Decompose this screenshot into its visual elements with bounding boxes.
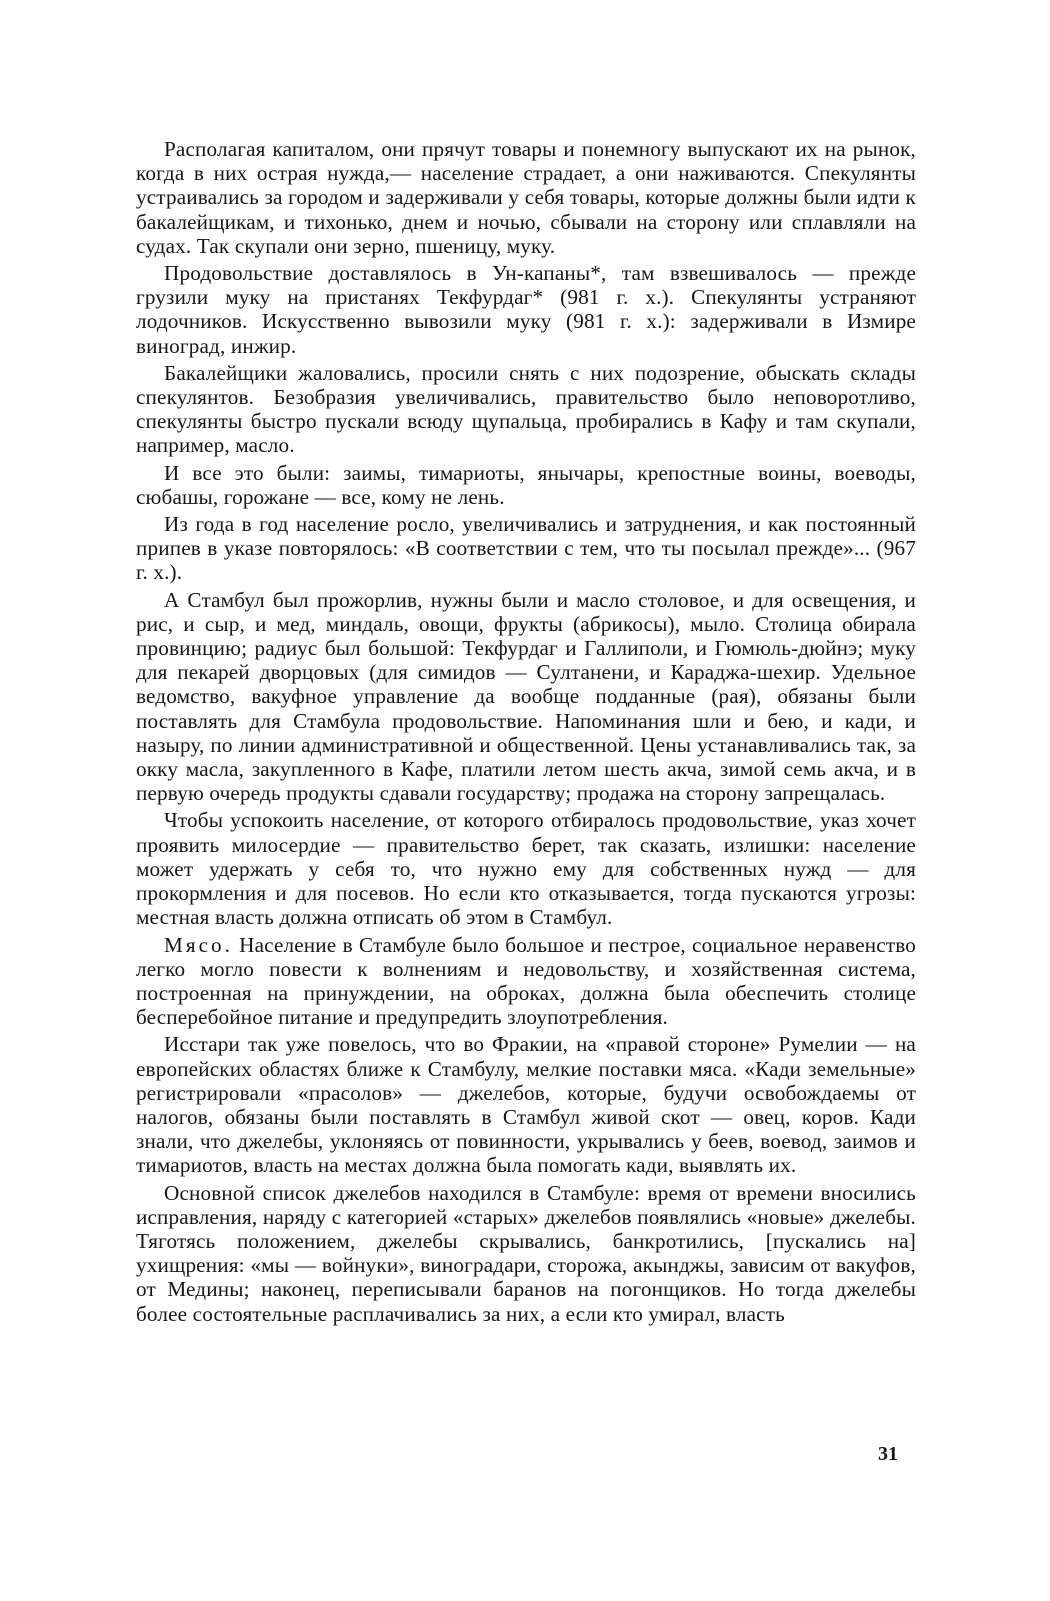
paragraph-10: Основной список джелебов находился в Стамбуле: время от времени вносились исправления, наряду с категорией «старых» джелебов появлялись «новые» джелебы. Тяготясь положением, джелебы скрывались, банкротились, [пускались на] ухищрения: «мы — войнуки», виноградари, сторожа, акынджы, зависим от вакуфов, от Медины; наконец, переписывали баранов на погонщиков. Но тогда джелебы более состоятельные расплачивались за них, а если кто умирал, власть <box>136 1180 916 1326</box>
paragraph-8-text: Население в Стамбуле было большое и пестрое, социальное неравенство легко могло повести к волнениям и недовольству, и хозяйственная система, построенная на принуждении, на оброках, должна была обеспечить столице бесперебойное питание и предупредить злоупотребления. <box>136 932 917 1030</box>
paragraph-5: Из года в год население росло, увеличивались и затруднения, и как постоянный припев в указе повторялось: «В соответствии с тем, что ты посылал прежде»... (967 г. х.). <box>136 512 916 585</box>
document-page <box>136 137 916 1326</box>
paragraph-8 <box>136 933 916 1030</box>
paragraph-4: И все это были: заимы, тимариоты, янычары, крепостные воины, воеводы, сюбашы, горожане — все, кому не лень. <box>136 460 916 509</box>
page-number: 31 <box>878 1443 898 1465</box>
paragraph-3: Бакалейщики жаловались, просили снять с них подозрение, обыскать склады спекулянтов. Безобразия увеличивались, правительство было неповоротливо, спекулянты быстро пускали всюду щупальца, пробирались в Кафу и там скупали, например, масло. <box>136 360 916 458</box>
paragraph-9: Исстари так уже повелось, что во Фракии, на «правой стороне» Румелии — на европейских областях ближе к Стамбулу, мелкие поставки мяса. «Кади земельные» регистрировали «прасолов» — джелебов, которые, будучи освобождаемы от налогов, обязаны были поставлять в Стамбул живой скот — овец, коров. Кади знали, что джелебы, уклоняясь от повинности, укрывались у беев, воевод, заимов и тимариотов, власть на местах должна была помогать кади, выявлять их. <box>136 1032 916 1178</box>
paragraph-1: Располагая капиталом, они прячут товары и понемногу выпускают их на рынок, когда в них острая нужда,— население страдает, а они наживаются. Спекулянты устраивались за городом и задерживали у себя товары, которые должны были идти к бакалейщикам, и тихонько, днем и ночью, сбывали на сторону или сплавляли на судах. Так скупали они зерно, пшеницу, муку. <box>136 137 916 258</box>
section-heading: Мясо. <box>164 932 233 957</box>
paragraph-6: А Стамбул был прожорлив, нужны были и масло столовое, и для освещения, и рис, и сыр, и мед, миндаль, овощи, фрукты (абрикосы), мыло. Столица обирала провинцию; радиус был большой: Текфурдаг и Галлиполи, и Гюмюль-дюйнэ; муку для пекарей дворцовых (для симидов — Султанени, и Караджа-шехир. Удельное ведомство, вакуфное управление да вообще подданные (рая), обязаны были поставлять для Стамбула продовольствие. Напоминания шли и бею, и кади, и назыру, по линии административной и общественной. Цены устанавливались так, за окку масла, закупленного в Кафе, платили летом шесть акча, зимой семь акча, и в первую очередь продукты сдавали государству; продажа на сторону запрещалась. <box>136 587 916 806</box>
paragraph-2: Продовольствие доставлялось в Ун-капаны*, там взвешивалось — прежде грузили муку на пристанях Текфурдаг* (981 г. х.). Спекулянты устраняют лодочников. Искусственно вывозили муку (981 г. х.): задерживали в Измире виноград, инжир. <box>136 261 916 358</box>
paragraph-7: Чтобы успокоить население, от которого отбиралось продовольствие, указ хочет проявить милосердие — правительство берет, так сказать, излишки: население может удержать у себя то, что нужно ему для собственных нужд — для прокормления и для посевов. Но если кто отказывается, тогда пускаются угрозы: местная власть должна отписать об этом в Стамбул. <box>136 808 916 930</box>
